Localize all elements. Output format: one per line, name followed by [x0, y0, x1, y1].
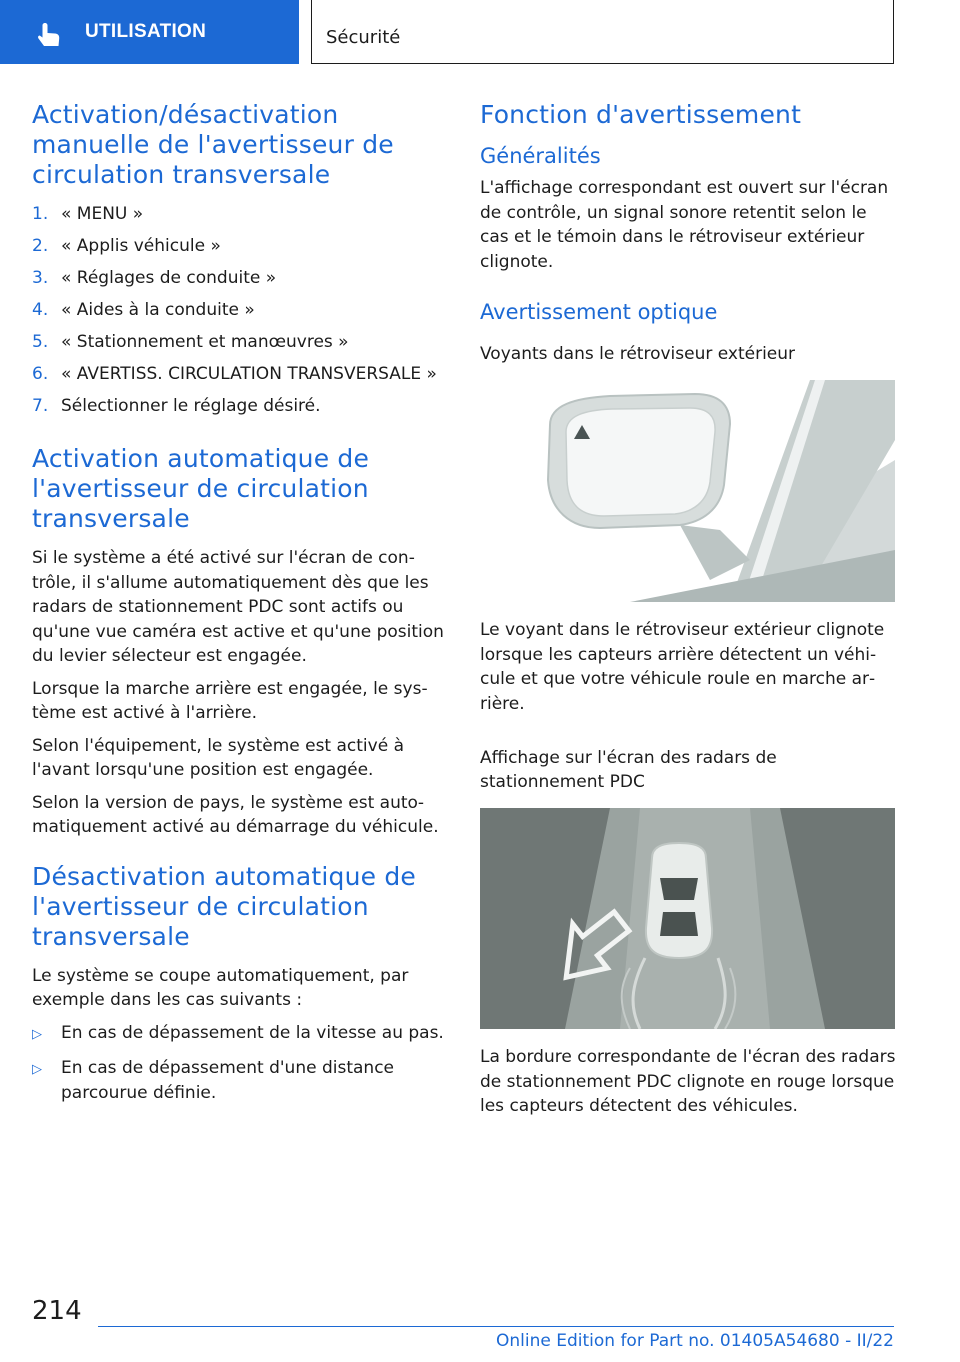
page-number: 214: [32, 1296, 82, 1326]
footer-divider: [98, 1326, 894, 1327]
list-item: 4. « Aides à la conduite »: [32, 300, 255, 320]
list-item: ▷ En cas de dépassement d'une distance parcourue définie.: [32, 1056, 452, 1105]
paragraph: Le voyant dans le rétroviseur extérieur clignote lorsque les capteurs arrière détectent un véhicule et que votre véhicule roule en marche arrière.: [480, 620, 885, 714]
paragraph: L'affichage correspondant est ouvert sur l'écran de contrôle, un signal sonore retentit selon le cas et le témoin dans le rétroviseur extérieur clignote.: [480, 178, 889, 272]
edition-info: Online Edition for Part no. 01405A54680 - II/22: [495, 1331, 894, 1351]
chapter-tab: [0, 0, 299, 64]
list-item: 6. « AVERTISS. CIRCULATION TRANSVERSALE »: [32, 364, 437, 384]
left-column: [32, 100, 452, 1114]
list-item: 2. « Applis véhicule »: [32, 236, 221, 256]
side-mirror-illustration: [480, 380, 895, 602]
paragraph: Si le système a été activé sur l'écran de contrôle, il s'allume automatiquement dès que les radars de stationnement PDC sont actifs ou qu'une vue caméra est active et qu'une position du levier sélecteur est engagée.: [32, 548, 444, 666]
list-item: ▷ En cas de dépassement de la vitesse au pas.: [32, 1021, 452, 1048]
triangle-bullet-icon: ▷: [32, 1062, 42, 1077]
menu-steps-list: [32, 202, 452, 418]
chapter-title: UTILISATION: [85, 21, 207, 42]
list-item: 5. « Stationnement et manœuvres »: [32, 332, 349, 352]
pdc-screen-illustration: [480, 808, 895, 1029]
paragraph: Selon l'équipement, le système est activé à l'avant lorsqu'une position est engagée.: [32, 735, 404, 780]
paragraph: Lorsque la marche arrière est engagée, le système est activé à l'arrière.: [32, 678, 428, 723]
optical-warning-subheading: Avertissement optique: [480, 300, 718, 324]
warning-function-heading: Fonction d'avertissement: [480, 100, 802, 129]
paragraph: Selon la version de pays, le système est automatiquement activé au démarrage du véhicule.: [32, 792, 439, 837]
list-item: 7. Sélectionner le réglage désiré.: [32, 396, 321, 416]
section-tab: [311, 0, 894, 64]
automatic-activation-heading: Activation automatique de l'avertisseur de circulation transversale: [32, 444, 370, 533]
deactivation-cases-list: [32, 1021, 452, 1106]
pdc-display-heading: Affichage sur l'écran des radars de stationnement PDC: [480, 748, 777, 792]
list-item: 3. « Réglages de conduite »: [32, 268, 277, 288]
section-title: Sécurité: [326, 27, 401, 48]
triangle-bullet-icon: ▷: [32, 1026, 42, 1042]
manual-activation-heading: Activation/désactivation manuelle de l'avertisseur de circulation transversale: [32, 100, 394, 189]
paragraph: La bordure correspondante de l'écran des radars de stationnement PDC clignote en rouge lorsque les capteurs détectent des véhicules.: [480, 1047, 896, 1116]
list-item: 1. « MENU »: [32, 204, 144, 224]
paragraph: Le système se coupe automatiquement, par exemple dans les cas suivants :: [32, 965, 409, 1010]
hand-pointer-icon: [34, 20, 64, 50]
general-subheading: Généralités: [480, 144, 601, 168]
automatic-deactivation-heading: Désactivation automatique de l'avertisseur de circulation transversale: [32, 861, 416, 951]
right-column: [480, 100, 900, 1127]
mirror-indicator-heading: Voyants dans le rétroviseur extérieur: [480, 344, 796, 364]
